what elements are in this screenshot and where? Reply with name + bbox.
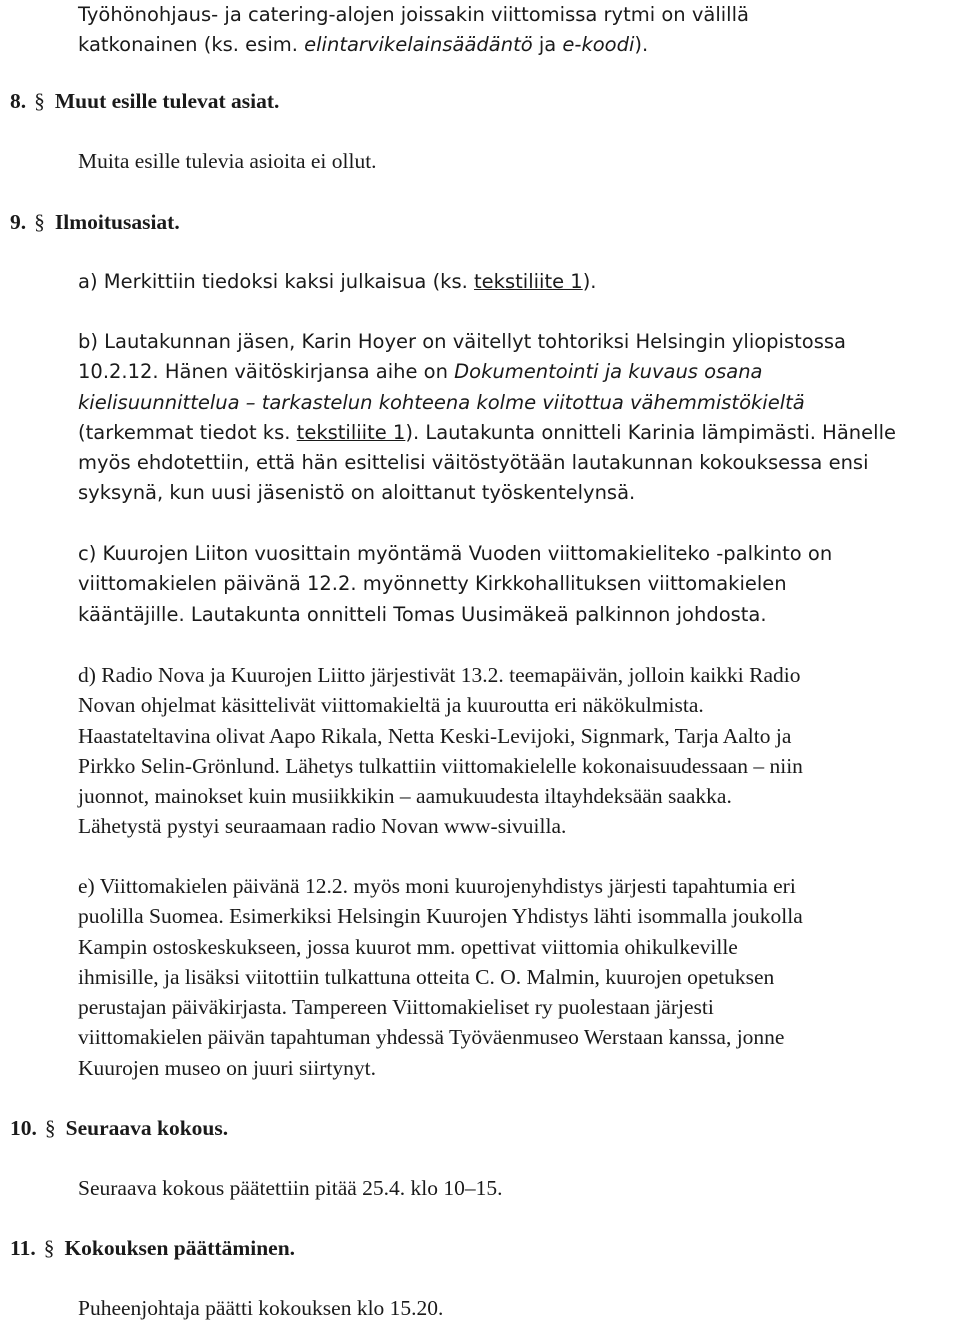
section-8-heading: 8. § Muut esille tulevat asiat. [10, 86, 279, 116]
section-10-heading: 10. § Seuraava kokous. [10, 1113, 228, 1143]
section-9-heading: 9. § Ilmoitusasiat. [10, 207, 180, 237]
section-sign-icon: § [34, 210, 45, 234]
section-8-text: Muita esille tulevia asioita ei ollut. [78, 149, 377, 173]
intro-line-1: Työhönohjaus- ja catering-alojen joissakin viittomissa rytmi on välillä [78, 3, 749, 26]
italic-term: elintarvikelainsäädäntö [304, 33, 533, 56]
section-sign-icon: § [34, 89, 45, 113]
section-sign-icon: § [44, 1116, 56, 1140]
item-b: b) Lautakunnan jäsen, Karin Hoyer on väitellyt tohtoriksi Helsingin yliopistossa 10.2.12. Hänen väitöskirjansa aihe on Dokumentointi ja kuvaus osana kielisuunnittelua – tarkastelun kohteena kolme viitottua vähemmistökieltä (tarkemmat tiedot ks. tekstiliite 1). Lautakunta onnitteli Karinia lämpimästi. Hänelle myös ehdotettiin, että hän esittelisi väitöstyötään lautakunnan kokouksessa ensi syksynä, kun uusi jäsenistö on aloittanut työskentelynsä. [78, 330, 896, 505]
item-e: e) Viittomakielen päivänä 12.2. myös moni kuurojenyhdistys järjesti tapahtumia eri puolilla Suomea. Esimerkiksi Helsingin Kuurojen Yhdistys lähti isommalla joukolla Kampin ostoskeskukseen, jossa kuurot mm. opettivat viittomia ohikulkeville ihmisille, ja lisäksi viitottiin tulkattuna otteita C. O. Malmin, kuurojen opetuksen perustajan päiväkirjasta. Tampereen Viittomakieliset ry puolestaan järjesti viittomakielen päivän tapahtuman yhdessä Työväenmuseo Werstaan kanssa, jonne Kuurojen museo on juuri siirtynyt. [78, 874, 803, 1080]
italic-term: e-koodi [562, 33, 635, 56]
tekstiliite-1-link[interactable]: tekstiliite 1 [296, 420, 406, 444]
section-10-text: Seuraava kokous päätettiin pitää 25.4. klo 10–15. [78, 1176, 503, 1200]
item-c: c) Kuurojen Liiton vuosittain myöntämä Vuoden viittomakieliteko -palkinto on viittomakielen päivänä 12.2. myönnetty Kirkkohallituksen viittomakielen kääntäjille. Lautakunta onnitteli Tomas Uusimäkeä palkinnon johdosta. [78, 542, 833, 626]
section-11-text: Puheenjohtaja päätti kokouksen klo 15.20. [78, 1296, 444, 1320]
item-a: a) Merkittiin tiedoksi kaksi julkaisua (ks. tekstiliite 1). [78, 270, 597, 293]
intro-line-2: katkonainen (ks. esim. elintarvikelainsäädäntö ja e-koodi). [78, 33, 649, 56]
item-d: d) Radio Nova ja Kuurojen Liitto järjestivät 13.2. teemapäivän, jolloin kaikki Radio Novan ohjelmat käsittelivät viittomakieltä ja kuuroutta eri näkökulmista. Haastateltavina olivat Aapo Rikala, Netta Keski-Levijoki, Signmark, Tarja Aalto ja Pirkko Selin-Grönlund. Lähetys tulkattiin viittomakielelle kokonaisuudessaan – niin juonnot, mainokset kuin musiikkikin – aamukuudesta iltayhdeksään saakka. Lähetystä pystyi seuraamaan radio Novan www-sivuilla. [78, 663, 803, 839]
tekstiliite-1-link[interactable]: tekstiliite 1 [474, 270, 583, 293]
section-11-heading: 11. § Kokouksen päättäminen. [10, 1233, 295, 1263]
section-sign-icon: § [43, 1236, 55, 1260]
